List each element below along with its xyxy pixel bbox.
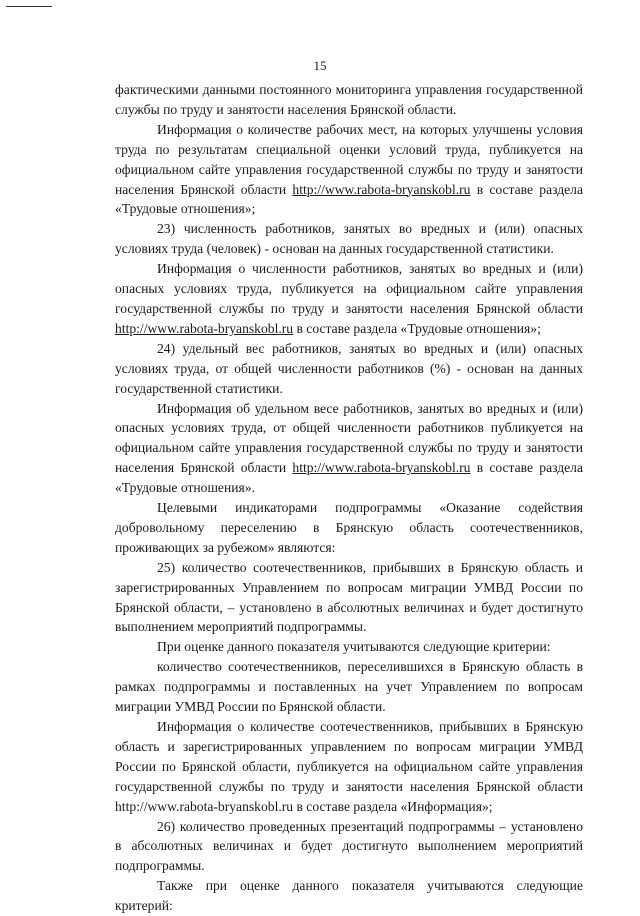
paragraph xyxy=(115,657,583,717)
paragraph-text: Информация о количестве рабочих мест, на которых улучшены условия труда по результатам специальной оценки условий труда, публикуется на официальном сайте управления государственной службы по труду и занятости населения Брянской области xyxy=(115,121,583,197)
paragraph xyxy=(115,259,583,339)
paragraph xyxy=(115,120,583,220)
paragraph-text: количество соотечественников, переселившихся в Брянскую область в рамках подпрограммы и поставленных на учет Управлением по вопросам миграции УМВД России по Брянской области. xyxy=(115,659,583,715)
website-link[interactable]: http://www.rabota-bryanskobl.ru xyxy=(292,460,471,476)
website-link[interactable]: http://www.rabota-bryanskobl.ru xyxy=(292,181,471,197)
paragraph-text: Информация о численности работников, занятых во вредных и (или) опасных условиях труда, публикуется на официальном сайте управления государственной службы по труду и занятости населения Брянской области xyxy=(115,261,583,316)
paragraph-text: При оценке данного показателя учитываются следующие критерии: xyxy=(157,639,551,655)
scan-corner-mark xyxy=(6,6,52,7)
paragraph-text: 25) количество соотечественников, прибывших в Брянскую область и зарегистрированных Управлением по вопросам миграции УМВД России по Брянской области, – установлено в абсолютных величинах и будет достигнуто выполнением мероприятий подпрограммы. xyxy=(115,559,583,635)
paragraph-text: 23) численность работников, занятых во вредных и (или) опасных условиях труда (человек) - основан на данных государственной статистики. xyxy=(115,221,583,257)
paragraph-text: фактическими данными постоянного мониторинга управления государственной службы по труду и занятости населения Брянской области. xyxy=(115,82,583,117)
paragraph-text: Информация об удельном весе работников, занятых во вредных и (или) опасных условиях труда, от общей численности работников публикуется на официальном сайте управления государственной службы по труду и занятости населения Брянской области xyxy=(115,400,583,476)
paragraph-text: 26) количество проведенных презентаций подпрограммы – установлено в абсолютных величинах и будет достигнуто выполнением мероприятий подпрограммы. xyxy=(115,818,583,874)
paragraph-text: 24) удельный вес работников, занятых во вредных и (или) опасных условиях труда, от общей численности работников (%) - основан на данных государственной статистики. xyxy=(115,340,583,396)
paragraph xyxy=(115,717,583,817)
paragraph-text: в составе раздела «Трудовые отношения»; xyxy=(293,320,541,336)
paragraph xyxy=(115,498,583,558)
page-number: 15 xyxy=(313,58,327,73)
paragraph-text: Целевыми индикаторами подпрограммы «Оказание содействия добровольному переселению в Брянскую область соотечественников, проживающих за рубежом» являются: xyxy=(115,500,583,555)
paragraph-text: в составе раздела «Трудовые отношения». xyxy=(115,460,583,496)
paragraph xyxy=(115,817,583,877)
website-link[interactable]: http://www.rabota-bryanskobl.ru xyxy=(115,320,294,336)
paragraph xyxy=(115,399,583,499)
paragraph xyxy=(115,339,583,399)
paragraph-text: в составе раздела «Трудовые отношения»; xyxy=(115,181,583,217)
paragraph-text: Также при оценке данного показателя учитываются следующие критерий: xyxy=(115,878,583,914)
paragraph xyxy=(115,876,583,916)
paragraph xyxy=(115,558,583,638)
paragraph xyxy=(115,80,583,120)
paragraph xyxy=(115,219,583,259)
paragraph xyxy=(115,637,583,657)
document-body xyxy=(115,80,583,916)
paragraph-text: Информация о количестве соотечественников, прибывших в Брянскую область и зарегистрированных управлением по вопросам миграции УМВД России по Брянской области, публикуется на официальном сайте управления государственной службы по труду и занятости населения Брянской области http://www.rabota-bryanskobl.ru в составе раздела «Информация»; xyxy=(115,719,583,814)
